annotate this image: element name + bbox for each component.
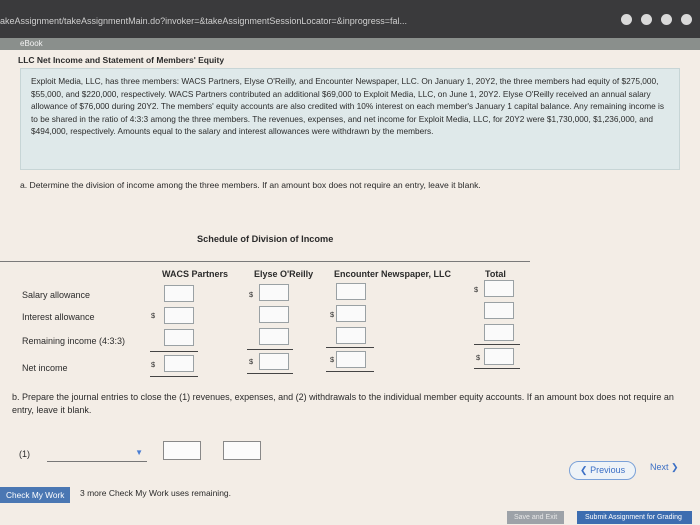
currency-sign: $	[330, 310, 335, 319]
previous-button[interactable]	[569, 461, 636, 480]
debit-input[interactable]	[163, 441, 201, 460]
currency-sign: $	[151, 311, 156, 320]
currency-sign: $	[151, 360, 156, 369]
encounter-salary-input[interactable]	[336, 283, 366, 300]
wacs-net-income-input[interactable]	[164, 355, 194, 372]
wacs-interest-input[interactable]	[164, 307, 194, 324]
underline	[326, 347, 374, 348]
column-header-total: Total	[485, 269, 506, 279]
total-net-income-input[interactable]	[484, 348, 514, 365]
remaining-checks-text: 3 more Check My Work uses remaining.	[80, 488, 232, 498]
check-my-work-button[interactable]: Check My Work	[0, 487, 70, 503]
currency-sign: $	[330, 355, 335, 364]
double-underline	[247, 373, 293, 374]
column-header-oreilly: Elyse O'Reilly	[254, 269, 314, 279]
menu-icon[interactable]	[681, 14, 692, 25]
double-underline	[474, 368, 520, 369]
question-a: a. Determine the division of income among the three members. If an amount box does not require an entry, leave it blank.	[20, 180, 481, 190]
question-b: b. Prepare the journal entries to close the (1) revenues, expenses, and (2) withdrawals to the individual member equity accounts. If an amount box does not require an entry, leave it blank.	[12, 392, 674, 415]
encounter-net-income-input[interactable]	[336, 351, 366, 368]
extension-icon[interactable]	[641, 14, 652, 25]
chevron-down-icon: ▼	[135, 448, 143, 457]
row-label-remaining: Remaining income (4:3:3)	[22, 336, 126, 346]
row-label-interest: Interest allowance	[22, 312, 95, 322]
currency-sign: $	[249, 290, 254, 299]
wacs-remaining-input[interactable]	[164, 329, 194, 346]
underline	[150, 351, 198, 352]
total-interest-input[interactable]	[484, 302, 514, 319]
section-title: LLC Net Income and Statement of Members' Equity	[18, 55, 225, 65]
oreilly-interest-input[interactable]	[259, 306, 289, 323]
encounter-remaining-input[interactable]	[336, 327, 366, 344]
chevron-right-icon: ❯	[671, 462, 679, 472]
previous-label: Previous	[590, 465, 626, 475]
currency-sign: $	[476, 353, 481, 362]
extension-icon[interactable]	[661, 14, 672, 25]
row-label-net-income: Net income	[22, 363, 68, 373]
underline	[474, 344, 520, 345]
ebook-bar	[0, 38, 700, 50]
oreilly-salary-input[interactable]	[259, 284, 289, 301]
account-select[interactable]	[47, 445, 147, 462]
ebook-link[interactable]: eBook	[20, 39, 43, 48]
encounter-interest-input[interactable]	[336, 305, 366, 322]
column-header-encounter: Encounter Newspaper, LLC	[334, 269, 452, 279]
browser-extension-icons	[621, 14, 692, 25]
double-underline	[150, 376, 198, 377]
currency-sign: $	[249, 357, 254, 366]
wacs-salary-input[interactable]	[164, 285, 194, 302]
credit-input[interactable]	[223, 441, 261, 460]
next-button[interactable]	[650, 462, 679, 473]
next-label: Next	[650, 462, 669, 472]
total-remaining-input[interactable]	[484, 324, 514, 341]
oreilly-remaining-input[interactable]	[259, 328, 289, 345]
schedule-title: Schedule of Division of Income	[197, 234, 334, 244]
browser-toolbar	[0, 0, 700, 38]
address-bar[interactable]: akeAssignment/takeAssignmentMain.do?invoker=&takeAssignmentSessionLocator=&inprogress=fal...	[0, 16, 407, 26]
column-header-wacs: WACS Partners	[162, 269, 229, 279]
double-underline	[326, 371, 374, 372]
oreilly-net-income-input[interactable]	[259, 353, 289, 370]
underline	[247, 349, 293, 350]
currency-sign: $	[474, 285, 479, 294]
row-label-salary: Salary allowance	[22, 290, 91, 300]
total-salary-input[interactable]	[484, 280, 514, 297]
divider	[0, 261, 530, 262]
journal-entry-label: (1)	[19, 449, 30, 459]
problem-statement: Exploit Media, LLC, has three members: WACS Partners, Elyse O'Reilly, and Encounter Newspaper, LLC. On January 1, 20Y2, the three members had equity of $275,000, $55,000, and $220,000, respectively. WACS Partners contributed an additional $69,000 to Exploit Media, LLC, on June 1, 20Y2. Elyse O'Reilly received an annual salary allowance of $76,000 during 20Y2. The members' equity accounts are also credited with 10% interest on each member's January 1 capital balance. Any remaining income is to be shared in the ratio of 4:3:3 among the three members. The revenues, expenses, and net income for Exploit Media, LLC, for 20Y2 were $1,730,000, $1,236,000, and $494,000, respectively. Amounts equal to the salary and interest allowances were withdrawn by the members.	[20, 68, 680, 170]
save-and-exit-button[interactable]: Save and Exit	[507, 511, 564, 524]
star-icon[interactable]	[621, 14, 632, 25]
submit-assignment-button[interactable]: Submit Assignment for Grading	[577, 511, 692, 524]
chevron-left-icon: ❮	[580, 465, 588, 475]
